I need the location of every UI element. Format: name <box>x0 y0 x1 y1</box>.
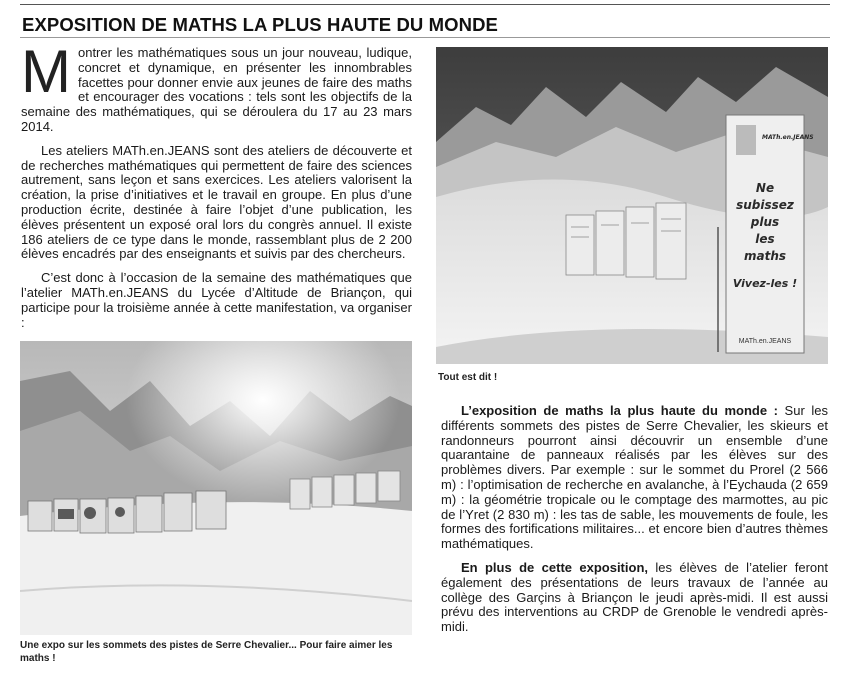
section-text-exposition: Sur les différents sommets des pistes de Serre Chevalier, les skieurs et randonneurs pourront ainsi découvrir un ensemble d’une quarantaine de panneaux réalisés par les élèves sur des problèmes divers. Par exemple : sur le sommet du Prorel (2 566 m) : l’optimisation de recherche en avalanche, à l’Eychauda (2 659 m) : la géométrie tropicale ou le comptage des marmottes, au pic de l’Yret (2 830 m) : les tas de sable, les mouvements de foule, les formes des fortifications militaires... et encore bien d’autres thèmes mathématiques. <box>441 403 828 552</box>
intro-paragraph <box>21 38 412 135</box>
banner-line-1: Ne <box>755 181 775 195</box>
photo-expo-summit <box>20 341 412 635</box>
left-column <box>21 38 412 330</box>
paragraph-exposition <box>441 404 828 552</box>
banner-line-5: maths <box>743 249 787 263</box>
section-text-en-plus: les élèves de l’atelier feront également des présentations de leurs travaux de l’année au collège des Garçins à Briançon le jeudi après-midi. Il est aussi prévu des interventions au CRDP de Grenoble le vendredi après-midi. <box>441 559 828 635</box>
paragraph-ateliers: Les ateliers MATh.en.JEANS sont des ateliers de découverte et de recherches mathématiques qui permettent de faire des sciences autrement, sans leçon et sans exercices. Les ateliers valorisent la création, la prise d’initiatives et le travail en groupe. En plus d’une production écrite, destinée à faire l’objet d’une publication, les élèves présentent un exposé oral lors du congrès annuel. Il existe 186 ateliers de ce type dans le monde, rassemblant plus de 2 200 élèves encadrés par des enseignants et suivis par des chercheurs. <box>21 142 412 262</box>
banner-line-3: plus <box>750 215 780 229</box>
right-column <box>441 404 828 635</box>
banner-line-4: les <box>755 232 775 246</box>
banner-line-2: subissez <box>736 198 794 212</box>
photo-banner-snow <box>436 47 828 364</box>
article-title-bar <box>20 4 830 38</box>
photo-caption-left: Une expo sur les sommets des pistes de Serre Chevalier... Pour faire aimer les maths ! <box>20 640 393 664</box>
paragraph-en-plus <box>441 561 828 635</box>
article-title: EXPOSITION DE MATHS LA PLUS HAUTE DU MONDE <box>22 14 498 35</box>
banner-logo: MATh.en.JEANS <box>762 134 814 141</box>
paragraph-occasion: C’est donc à l’occasion de la semaine des mathématiques que l’atelier MATh.en.JEANS du Lycée d’Altitude de Briançon, qui participe pour la troisième année à cette manifestation, va organiser : <box>21 270 412 330</box>
drop-cap: M <box>21 38 71 105</box>
section-lead-en-plus: En plus de cette exposition, <box>461 559 648 575</box>
section-lead-exposition: L’exposition de maths la plus haute du monde : <box>461 403 778 418</box>
banner-footer: MATh.en.JEANS <box>738 338 792 345</box>
banner-line-6: Vivez-les ! <box>732 277 798 290</box>
photo-caption-right: Tout est dit ! <box>438 372 498 383</box>
intro-text: ontrer les mathématiques sous un jour nouveau, ludique, concret et dynamique, en présenter les innombrables facettes pour donner envie aux jeunes de faire des maths et encourager des vocations : tels sont les objectifs de la semaine des mathématiques, qui se déroulera du 17 au 23 mars 2014. <box>21 45 412 134</box>
